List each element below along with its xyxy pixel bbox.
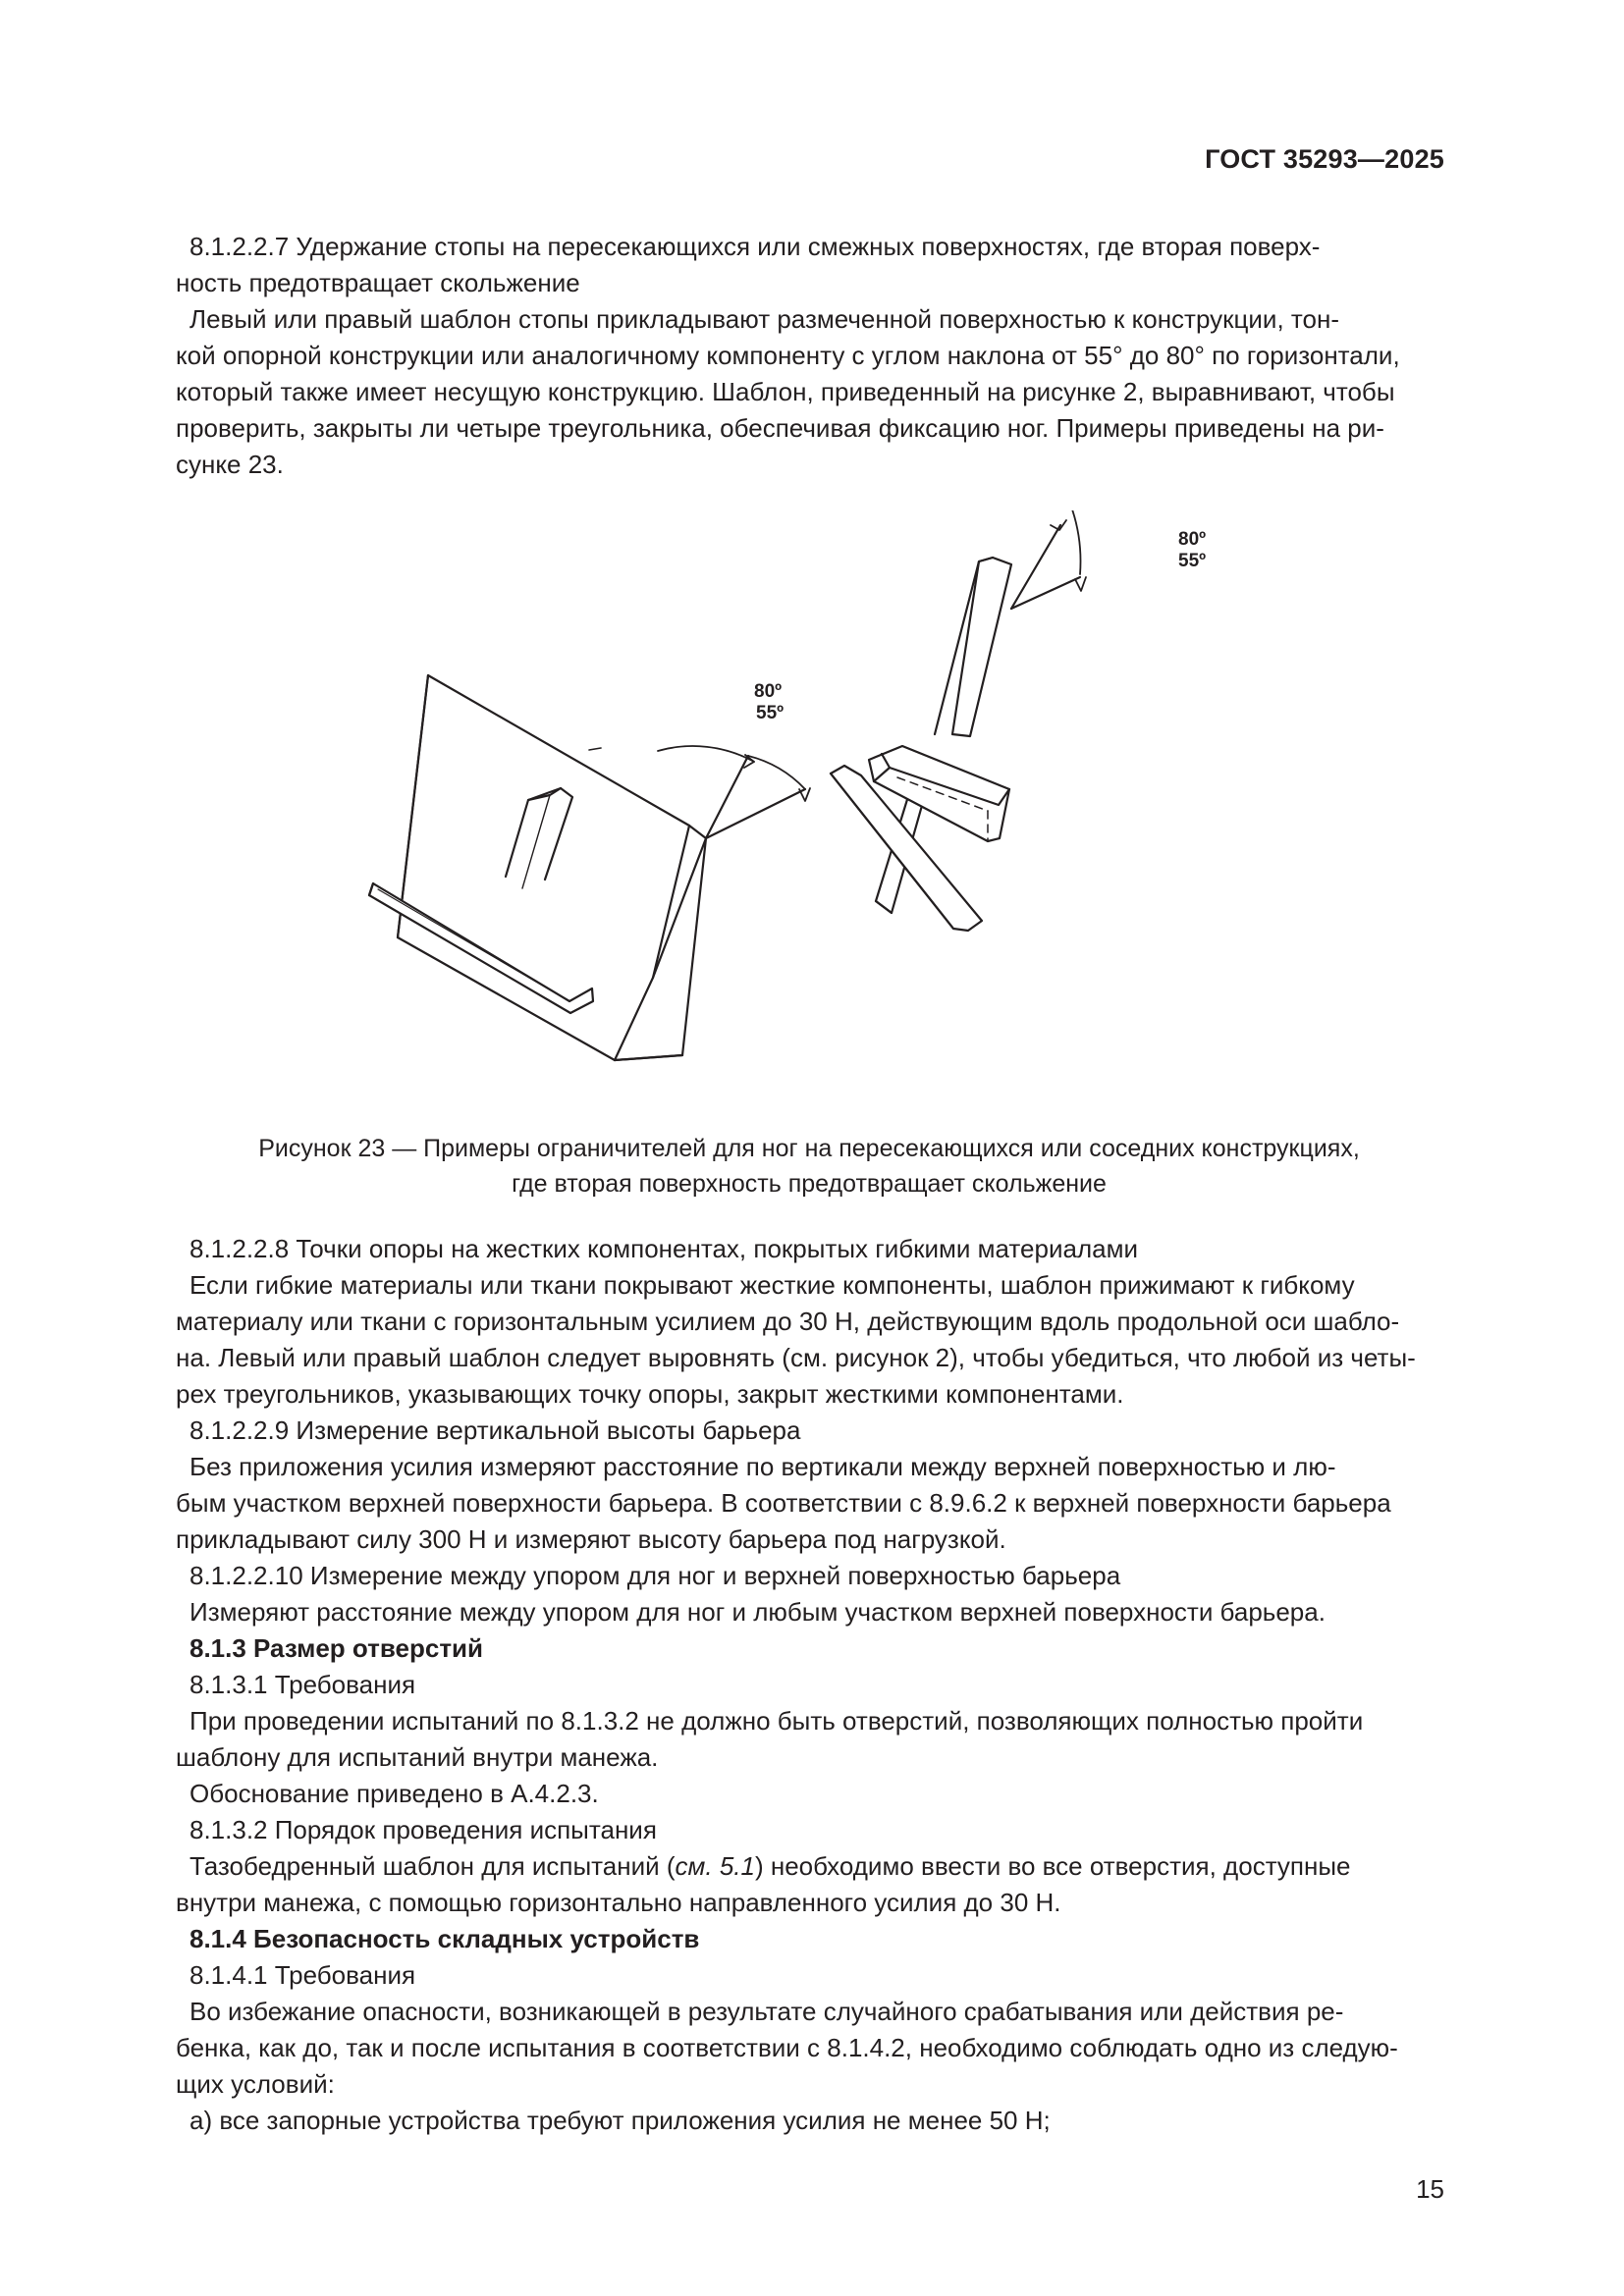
paragraph-line: Без приложения усилия измеряют расстояние по вертикали между верхней поверхностью и лю- (189, 1452, 1336, 1481)
paragraph-line: на. Левый или правый шаблон следует выровнять (см. рисунок 2), чтобы убедиться, что любой из четы- (176, 1343, 1416, 1372)
paragraph-line: рех треугольников, указывающих точку опоры, закрыт жесткими компонентами. (176, 1379, 1124, 1409)
section-body-continued (176, 1231, 1442, 2139)
page-number: 15 (1416, 2174, 1444, 2204)
figure-23-drawing (295, 510, 1257, 1119)
paragraph-line: Во избежание опасности, возникающей в результате случайного срабатывания или действия ре- (189, 1997, 1344, 2026)
paragraph-line: Левый или правый шаблон стопы прикладывают размеченной поверхностью к конструкции, тон- (189, 304, 1339, 334)
left-angle-label-top: 80º (754, 681, 783, 702)
list-item: а) все запорные устройства требуют приложения усилия не менее 50 Н; (189, 2106, 1051, 2135)
paragraph-line: который также имеет несущую конструкцию. Шаблон, приведенный на рисунке 2, выравнивают, чтобы (176, 377, 1395, 406)
paragraph-line: щих условий: (176, 2069, 335, 2099)
paragraph-line: кой опорной конструкции или аналогичному компоненту с углом наклона от 55° до 80° по горизонтали, (176, 341, 1400, 370)
section-heading-8-1-3: 8.1.3 Размер отверстий (189, 1633, 484, 1663)
subsection-heading-line: ность предотвращает скольжение (176, 268, 580, 297)
paragraph-line: сунке 23. (176, 450, 284, 479)
right-crossing-structure (831, 510, 1086, 931)
document-header: ГОСТ 35293—2025 (1205, 144, 1444, 174)
paragraph-line (176, 1848, 1442, 1885)
paragraph-line: бенка, как до, так и после испытания в соответствии с 8.1.4.2, необходимо соблюдать одно из следую- (176, 2033, 1398, 2062)
subsection-heading: 8.1.2.2.9 Измерение вертикальной высоты барьера (189, 1415, 801, 1445)
section-heading-8-1-4: 8.1.4 Безопасность складных устройств (189, 1924, 700, 1953)
paragraph-line: шаблону для испытаний внутри манежа. (176, 1742, 659, 1772)
paragraph-line: материалу или ткани с горизонтальным усилием до 30 Н, действующим вдоль продольной оси шабло- (176, 1307, 1400, 1336)
text-run: ) необходимо ввести во все отверстия, доступные (754, 1851, 1351, 1881)
left-inclined-structure (369, 675, 810, 1060)
subsection-heading: 8.1.2.2.8 Точки опоры на жестких компонентах, покрытых гибкими материалами (189, 1234, 1138, 1263)
paragraph-line: прикладывают силу 300 Н и измеряют высоту барьера под нагрузкой. (176, 1524, 1006, 1554)
caption-line: где вторая поверхность предотвращает скольжение (512, 1170, 1107, 1198)
figure-caption (176, 1131, 1442, 1201)
paragraph-line: бым участком верхней поверхности барьера. В соответствии с 8.9.6.2 к верхней поверхности барьера (176, 1488, 1391, 1518)
paragraph-line: Обоснование приведено в А.4.2.3. (189, 1779, 599, 1808)
subsection-heading: 8.1.2.2.10 Измерение между упором для ног и верхней поверхностью барьера (189, 1561, 1121, 1590)
subsection-heading-line: 8.1.2.2.7 Удержание стопы на пересекающихся или смежных поверхностях, где вторая поверх- (189, 232, 1321, 261)
text-run-italic: см. 5.1 (675, 1851, 755, 1881)
paragraph-line: При проведении испытаний по 8.1.3.2 не должно быть отверстий, позволяющих полностью пройти (189, 1706, 1364, 1735)
text-run: Тазобедренный шаблон для испытаний ( (189, 1851, 676, 1881)
paragraph-line: Если гибкие материалы или ткани покрывают жесткие компоненты, шаблон прижимают к гибкому (189, 1270, 1355, 1300)
paragraph-line: Измеряют расстояние между упором для ног и любым участком верхней поверхности барьера. (189, 1597, 1326, 1627)
right-angle-label-bottom: 55º (1178, 551, 1207, 571)
left-angle-label-bottom: 55º (756, 703, 785, 723)
subsection-heading: 8.1.3.2 Порядок проведения испытания (189, 1815, 657, 1844)
paragraph-line: внутри манежа, с помощью горизонтально направленного усилия до 30 Н. (176, 1888, 1061, 1917)
subsection-heading: 8.1.4.1 Требования (189, 1960, 416, 1990)
paragraph-line: проверить, закрыты ли четыре треугольника, обеспечивая фиксацию ног. Примеры приведены на ри- (176, 413, 1384, 443)
right-angle-label-top: 80º (1178, 529, 1207, 550)
caption-line: Рисунок 23 — Примеры ограничителей для ног на пересекающихся или соседних конструкциях, (258, 1135, 1360, 1162)
subsection-heading: 8.1.3.1 Требования (189, 1670, 416, 1699)
section-8-1-2-2-7 (176, 229, 1442, 483)
